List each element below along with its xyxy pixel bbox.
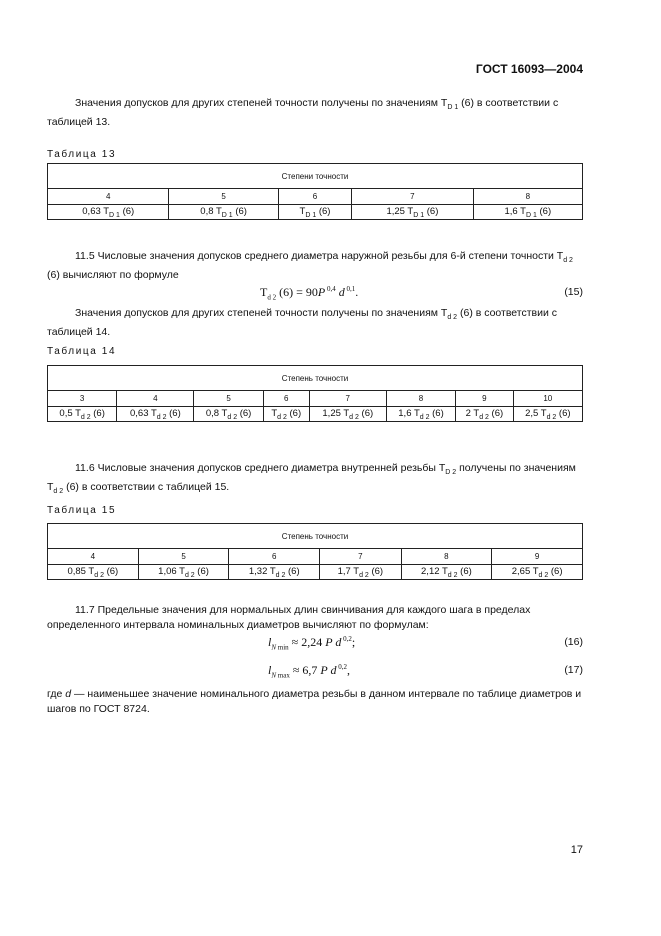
table-15-header: Степень точности xyxy=(48,524,583,549)
table-13-degree-cell: 7 xyxy=(352,189,473,205)
table-15-degree-cell: 8 xyxy=(401,549,492,565)
table-14-value-cell: 1,25 $T_{d 2}$ (6) xyxy=(309,407,386,422)
table-15-value-cell: 2,65 $T_{d 2}$ (6) xyxy=(492,565,583,580)
table-14-degree-cell: 9 xyxy=(456,391,513,407)
table-14-degree-cell: 5 xyxy=(194,391,263,407)
table-14-value-cell: 1,6 $T_{d 2}$ (6) xyxy=(386,407,455,422)
table-13-degree-cell: 5 xyxy=(169,189,278,205)
table-13-value-cell: 1,6 $T_{D 1}$ (6) xyxy=(473,205,582,220)
table-13-value-cell: 0,63 $T_{D 1}$ (6) xyxy=(48,205,169,220)
table-13 xyxy=(47,163,583,220)
table-15-degree-cell: 7 xyxy=(320,549,401,565)
table-15-value-cell: 1,32 $T_{d 2}$ (6) xyxy=(229,565,320,580)
table-15-value-cell: 1,7 $T_{d 2}$ (6) xyxy=(320,565,401,580)
table-15-value-cell: 2,12 $T_{d 2}$ (6) xyxy=(401,565,492,580)
table-14-value-cell: $T_{d 2}$ (6) xyxy=(263,407,309,422)
table-14-degree-cell: 7 xyxy=(309,391,386,407)
paragraph-11-6: 11.6 Числовые значения допусков среднего диаметра внутренней резьбы $T_{D 2}$ получены по значениям $T_{d 2}$ (6) в соответствии с таблицей 15. xyxy=(47,462,576,496)
table-14-caption: Таблица 14 xyxy=(47,346,117,357)
page-number: 17 xyxy=(570,844,583,856)
table-14-degree-cell: 3 xyxy=(48,391,117,407)
table-15-degree-cell: 4 xyxy=(48,549,139,565)
table-13-value-cell: 0,8 $T_{D 1}$ (6) xyxy=(169,205,278,220)
formula-15: $T_{d 2}$ (6) = 90P $^{0,4}$ d $^{0,1}$. xyxy=(260,285,359,302)
table-15-degree-cell: 5 xyxy=(138,549,229,565)
paragraph-11-7: 11.7 Предельные значения для нормальных длин свинчивания для каждого шага в пределах определенного интервала номинальных диаметров вычисляют по формулам: xyxy=(47,604,531,631)
table-13-caption: Таблица 13 xyxy=(47,149,117,160)
table-14-value-cell: 2,5 $T_{d 2}$ (6) xyxy=(513,407,582,422)
table-14-degree-cell: 8 xyxy=(386,391,455,407)
formula-16: $l_{N min} \approx 2,24$ P d $^{0,2}$; xyxy=(268,635,356,652)
table-15-value-cell: 1,06 $T_{d 2}$ (6) xyxy=(138,565,229,580)
table-13-degree-cell: 6 xyxy=(278,189,351,205)
table-14-degree-cell: 4 xyxy=(117,391,194,407)
table-14-degree-cell: 10 xyxy=(513,391,582,407)
table-14-value-cell: 0,63 $T_{d 2}$ (6) xyxy=(117,407,194,422)
table-15-value-cell: 0,85 $T_{d 2}$ (6) xyxy=(48,565,139,580)
paragraph-t14-intro: Значения допусков для других степеней точности получены по значениям $T_{d 2}$ (6) в соответствии с таблицей 14. xyxy=(47,307,558,339)
table-13-degree-cell: 8 xyxy=(473,189,582,205)
formula-16-number: (16) xyxy=(564,636,583,648)
table-13-header: Степени точности xyxy=(48,164,583,189)
table-14-degree-cell: 6 xyxy=(263,391,309,407)
table-14-value-cell: 2 $T_{d 2}$ (6) xyxy=(456,407,513,422)
formula-15-number: (15) xyxy=(564,286,583,298)
paragraph-where: где d — наименьшее значение номинального диаметра резьбы в данном интервале по таблице диаметров и шагов по ГОСТ 8724. xyxy=(47,688,582,715)
table-13-degree-cell: 4 xyxy=(48,189,169,205)
table-15-degree-cell: 9 xyxy=(492,549,583,565)
table-13-value-cell: $T_{D 1}$ (6) xyxy=(278,205,351,220)
table-14-value-cell: 0,8 $T_{d 2}$ (6) xyxy=(194,407,263,422)
formula-17-number: (17) xyxy=(564,664,583,676)
formula-17: $l_{N max} \approx 6,7$ P d $^{0,2}$, xyxy=(268,663,351,680)
table-13-value-cell: 1,25 $T_{D 1}$ (6) xyxy=(352,205,473,220)
document-id: ГОСТ 16093—2004 xyxy=(475,62,583,76)
table-15 xyxy=(47,523,583,580)
table-15-caption: Таблица 15 xyxy=(47,505,117,516)
table-15-degree-cell: 6 xyxy=(229,549,320,565)
paragraph-11-5: 11.5 Числовые значения допусков среднего диаметра наружной резьбы для 6-й степени точности $T_{d 2}$ (6) вычисляют по формуле xyxy=(47,250,573,282)
table-14-header: Степень точности xyxy=(48,366,583,391)
table-14 xyxy=(47,365,583,422)
table-14-value-cell: 0,5 $T_{d 2}$ (6) xyxy=(48,407,117,422)
paragraph-t13-intro: Значения допусков для других степеней точности получены по значениям $T_{D 1}$ (6) в соответствии с таблицей 13. xyxy=(47,97,559,129)
